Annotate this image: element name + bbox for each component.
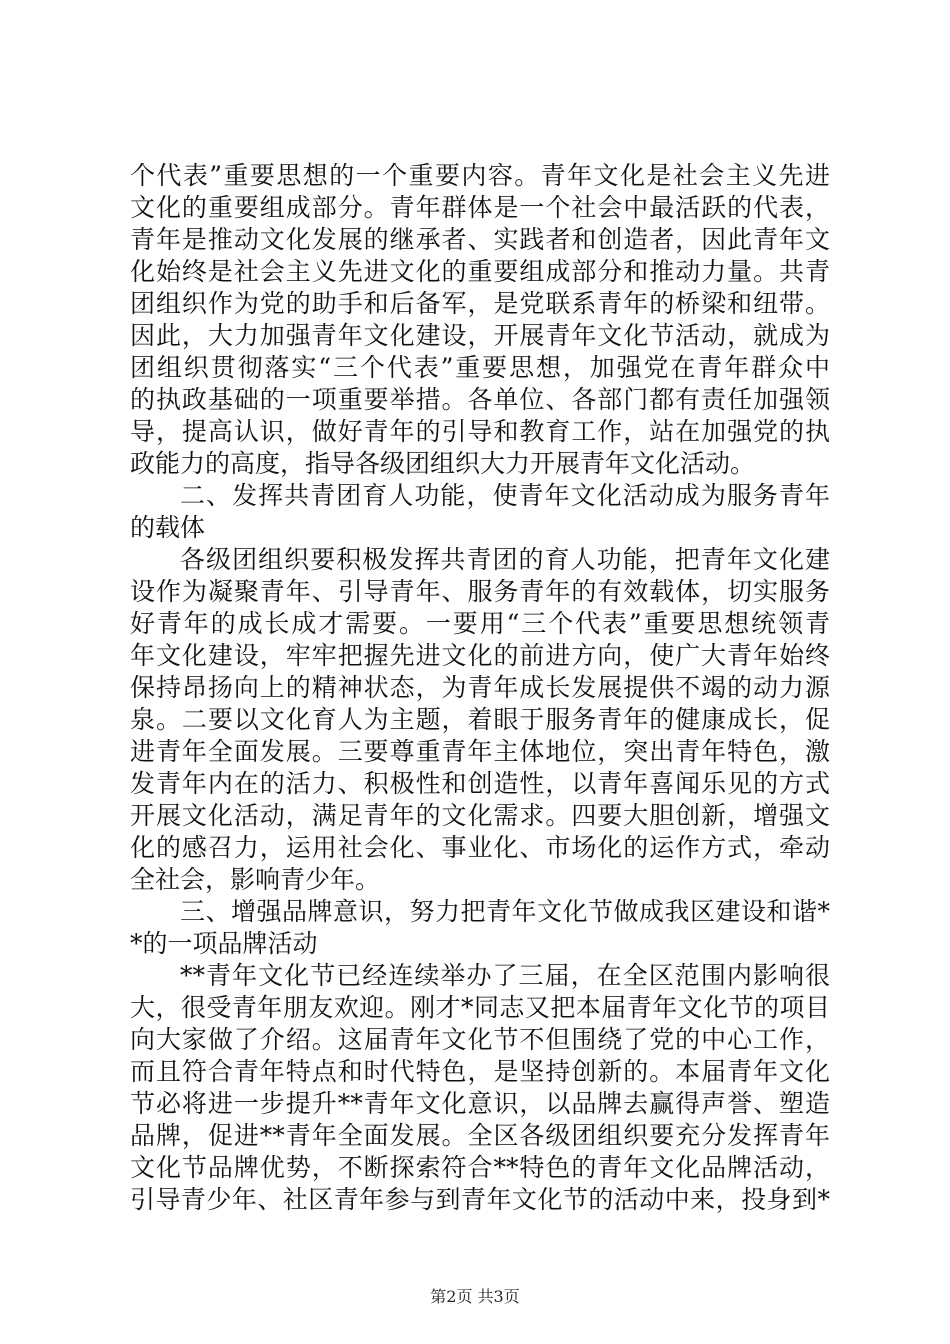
text-line: 品牌，促进**青年全面发展。全区各级团组织要充分发挥青年 — [130, 1121, 830, 1150]
text-line: 泉。二要以文化育人为主题，着眼于服务青年的健康成长，促 — [130, 705, 830, 734]
text-line: 设作为凝聚青年、引导青年、服务青年的有效载体，切实服务 — [130, 577, 830, 606]
text-line: 保持昂扬向上的精神状态，为青年成长发展提供不竭的动力源 — [130, 673, 830, 702]
section-heading-line: 三、增强品牌意识，努力把青年文化节做成我区建设和谐* — [180, 897, 830, 926]
text-line: 团组织贯彻落实“三个代表”重要思想，加强党在青年群众中 — [130, 353, 830, 382]
text-line: 而且符合青年特点和时代特色，是坚持创新的。本届青年文化 — [130, 1057, 830, 1086]
text-line: 文化节品牌优势，不断探索符合**特色的青年文化品牌活动， — [130, 1153, 830, 1182]
body-text — [130, 160, 830, 1216]
text-line: 各级团组织要积极发挥共青团的育人功能，把青年文化建 — [180, 545, 830, 574]
text-line: 政能力的高度，指导各级团组织大力开展青年文化活动。 — [130, 449, 756, 478]
text-line: 年文化建设，牢牢把握先进文化的前进方向，使广大青年始终 — [130, 641, 830, 670]
text-line: 化始终是社会主义先进文化的重要组成部分和推动力量。共青 — [130, 257, 830, 286]
text-line: 的执政基础的一项重要举措。各单位、各部门都有责任加强领 — [130, 385, 830, 414]
section-heading-line: 的载体 — [130, 513, 206, 542]
text-line: 导，提高认识，做好青年的引导和教育工作，站在加强党的执 — [130, 417, 830, 446]
text-line: 全社会，影响青少年。 — [130, 865, 381, 894]
section-heading-line: *的一项品牌活动 — [130, 929, 318, 958]
text-line: 团组织作为党的助手和后备军，是党联系青年的桥梁和纽带。 — [130, 289, 830, 318]
section-heading-line: 二、发挥共青团育人功能，使青年文化活动成为服务青年 — [180, 481, 830, 510]
text-line: 个代表”重要思想的一个重要内容。青年文化是社会主义先进 — [130, 161, 830, 190]
text-line: 发青年内在的活力、积极性和创造性，以青年喜闻乐见的方式 — [130, 769, 830, 798]
text-line: **青年文化节已经连续举办了三届，在全区范围内影响很 — [180, 961, 830, 990]
text-line: 引导青少年、社区青年参与到青年文化节的活动中来，投身到* — [130, 1185, 830, 1214]
text-line: 因此，大力加强青年文化建设，开展青年文化节活动，就成为 — [130, 321, 830, 350]
text-line: 化的感召力，运用社会化、事业化、市场化的运作方式，牵动 — [130, 833, 830, 862]
text-line: 向大家做了介绍。这届青年文化节不但围绕了党的中心工作， — [130, 1025, 830, 1054]
text-line: 好青年的成长成才需要。一要用“三个代表”重要思想统领青 — [130, 609, 830, 638]
text-line: 文化的重要组成部分。青年群体是一个社会中最活跃的代表， — [130, 193, 830, 222]
text-line: 开展文化活动，满足青年的文化需求。四要大胆创新，增强文 — [130, 801, 830, 830]
text-line: 青年是推动文化发展的继承者、实践者和创造者，因此青年文 — [130, 225, 830, 254]
text-line: 大，很受青年朋友欢迎。刚才*同志又把本届青年文化节的项目 — [130, 993, 830, 1022]
text-line: 进青年全面发展。三要尊重青年主体地位，突出青年特色，激 — [130, 737, 830, 766]
page-number-footer: 第2页 共3页 — [430, 1287, 520, 1306]
text-line: 节必将进一步提升**青年文化意识，以品牌去赢得声誉、塑造 — [130, 1089, 830, 1118]
